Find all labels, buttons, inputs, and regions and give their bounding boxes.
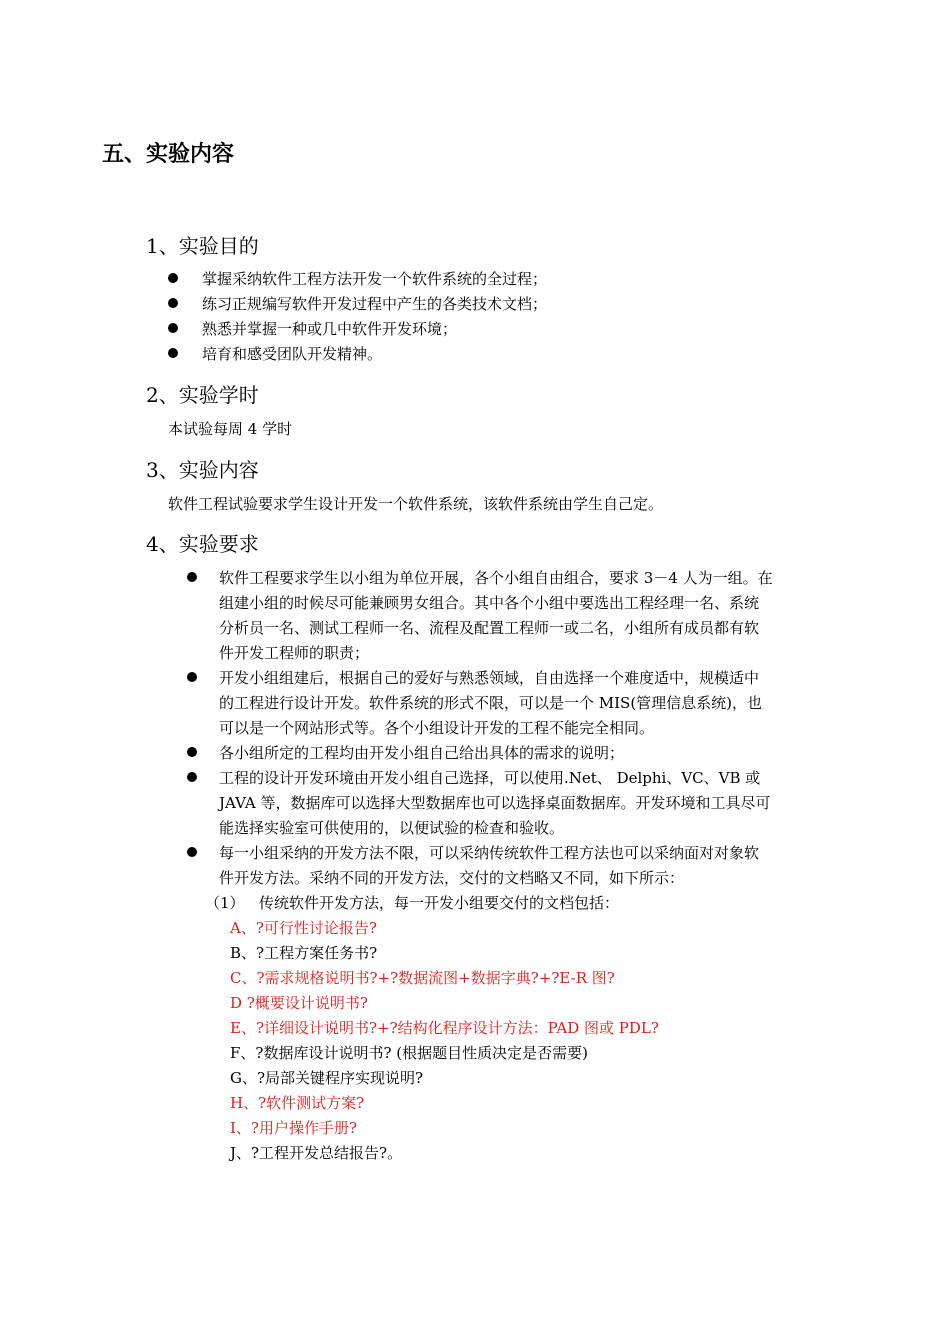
bullet-icon [187, 772, 197, 782]
requirement-line: JAVA 等，数据库可以选择大型数据库也可以选择桌面数据库。开发环境和工具尽可 [219, 794, 771, 812]
requirement-line: 分析员一名、测试工程师一名、流程及配置工程师一或二名，小组所有成员都有软 [219, 619, 760, 637]
goal-item: 练习正规编写软件开发过程中产生的各类技术文档； [202, 295, 548, 313]
document-item: F、?数据库设计说明书? (根据题目性质决定是否需要) [230, 1044, 588, 1062]
goal-item: 掌握采纳软件工程方法开发一个软件系统的全过程； [202, 270, 548, 288]
document-item: H、?软件测试方案? [230, 1094, 365, 1112]
document-item: C、?需求规格说明书?+?数据流图+数据字典?+?E-R 图? [230, 969, 615, 987]
page-title: 五、实验内容 [102, 142, 235, 167]
bullet-icon [187, 572, 197, 582]
document-item: I、?用户操作手册? [230, 1119, 358, 1137]
section-3-text: 软件工程试验要求学生设计开发一个软件系统，该软件系统由学生自己定。 [168, 495, 664, 513]
requirement-line: 每一小组采纳的开发方法不限，可以采纳传统软件工程方法也可以采纳面对对象软 [219, 844, 760, 862]
requirement-line: 软件工程要求学生以小组为单位开展，各个小组自由组合，要求 3－4 人为一组。在 [219, 569, 773, 587]
section-2-text: 本试验每周 4 学时 [168, 420, 293, 438]
requirement-line: 开发小组组建后，根据自己的爱好与熟悉领域，自由选择一个难度适中，规模适中 [219, 669, 760, 687]
bullet-icon [168, 273, 178, 283]
bullet-icon [168, 348, 178, 358]
document-item: A、?可行性讨论报告? [230, 919, 377, 937]
bullet-icon [168, 323, 178, 333]
bullet-icon [187, 672, 197, 682]
section-1-heading: 1、实验目的 [146, 234, 259, 258]
requirement-line: 能选择实验室可供使用的，以便试验的检查和验收。 [219, 819, 565, 837]
section-4-heading: 4、实验要求 [146, 532, 259, 556]
requirement-line: 的工程进行设计开发。软件系统的形式不限，可以是一个 MIS(管理信息系统)，也 [219, 694, 763, 712]
sub-item-marker: （1） [205, 894, 245, 912]
bullet-icon [187, 747, 197, 757]
bullet-icon [168, 298, 178, 308]
requirement-line: 各小组所定的工程均由开发小组自己给出具体的需求的说明； [219, 744, 625, 762]
section-2-heading: 2、实验学时 [146, 383, 259, 407]
requirement-line: 工程的设计开发环境由开发小组自己选择，可以使用.Net、 Delphi、VC、VB 或 [219, 769, 761, 787]
goal-item: 培育和感受团队开发精神。 [202, 345, 383, 363]
requirement-line: 件开发工程师的职责； [219, 644, 370, 662]
document-item: B、?工程方案任务书? [230, 944, 378, 962]
document-item: G、?局部关键程序实现说明? [230, 1069, 424, 1087]
bullet-icon [187, 847, 197, 857]
requirement-line: 可以是一个网站形式等。各个小组设计开发的工程不能完全相同。 [219, 719, 655, 737]
section-3-heading: 3、实验内容 [146, 458, 259, 482]
sub-item-text: 传统软件开发方法，每一开发小组要交付的文档包括： [259, 894, 620, 912]
document-item: E、?详细设计说明书?+?结构化程序设计方法：PAD 图或 PDL? [230, 1019, 659, 1037]
document-item: J、?工程开发总结报告?。 [230, 1144, 403, 1162]
requirement-line: 件开发方法。采纳不同的开发方法，交付的文档略又不同，如下所示： [219, 869, 685, 887]
goal-item: 熟悉并掌握一种或几中软件开发环境； [202, 320, 458, 338]
document-item: D ?概要设计说明书? [230, 994, 368, 1012]
requirement-line: 组建小组的时候尽可能兼顾男女组合。其中各个小组中要选出工程经理一名、系统 [219, 594, 760, 612]
